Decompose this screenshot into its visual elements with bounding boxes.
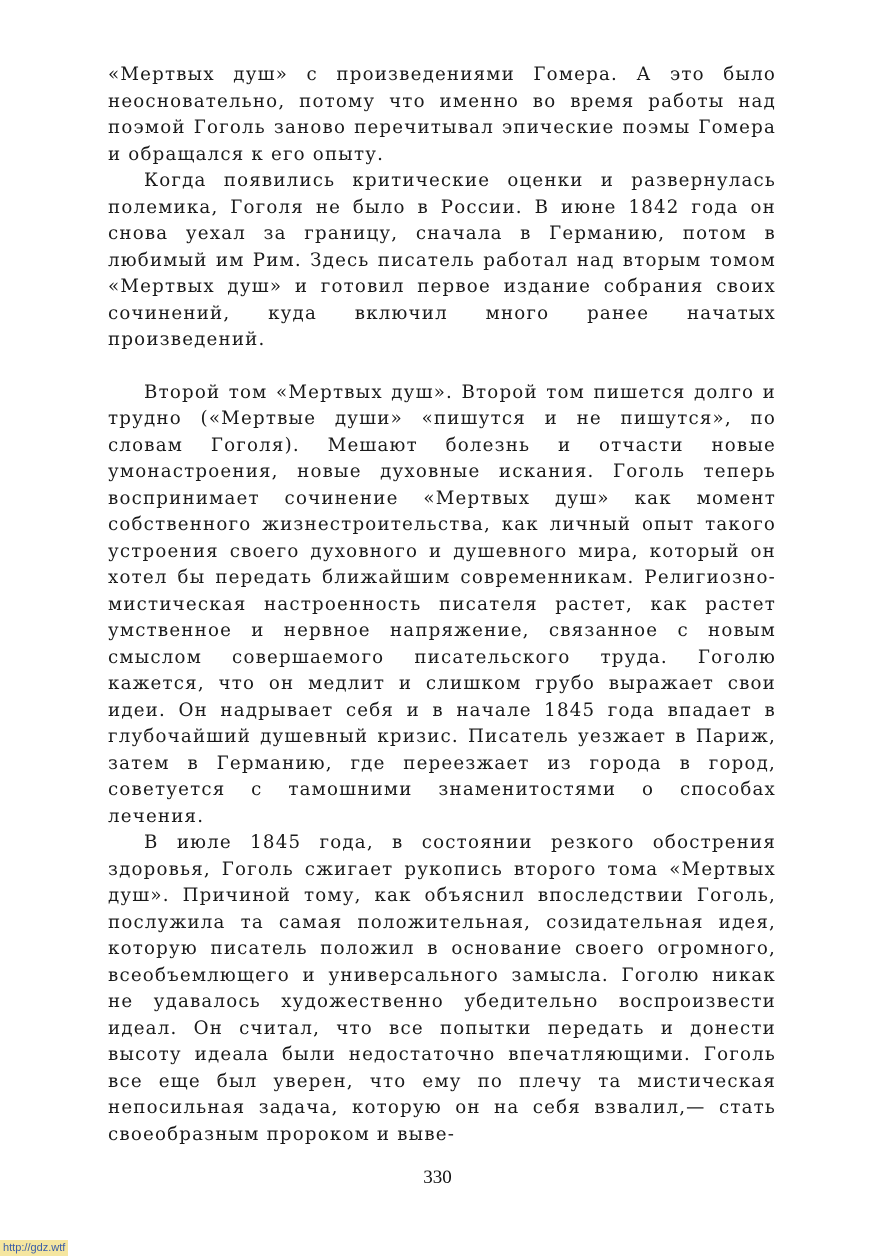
paragraph-second-volume: Второй том «Мертвых душ». Второй том пишется долго и трудно («Мертвые души» «пишутся и не пишутся», по словам Гоголя). Мешают болезнь и отчасти новые умонастроения, новые духовные искания. Гоголь теперь воспринимает сочинение «Мертвых душ» как момент собственного жизнестроительства, как личный опыт такого устроения своего духовного и душевного мира, который он хотел бы передать ближайшим современникам. Религиозно-мистическая настроенность писателя растет, как растет умственное и нервное напряжение, связанное с новым смыслом совершаемого писательского труда. Гоголю кажется, что он медлит и слишком грубо выражает свои идеи. Он надрывает себя и в начале 1845 года впадает в глубочайший душевный кризис. Писатель уезжает в Париж, затем в Германию, где переезжает из города в город, советуется с тамошними знаменитостями о способах лечения.	[108, 381, 776, 827]
page-text	[108, 62, 776, 1148]
paragraph-continuation: «Мертвых душ» с произведениями Гомера. А это было неосновательно, потому что именно во время работы над поэмой Гоголь заново перечитывал эпические поэмы Гомера и обращался к его опыту.	[108, 64, 776, 165]
page-number: 330	[423, 1167, 452, 1188]
paragraph-polemic: Когда появились критические оценки и развернулась полемика, Гоголя не было в России. В июне 1842 года он снова уехал за границу, сначала в Германию, потом в любимый им Рим. Здесь писатель работал над вторым томом «Мертвых душ» и готовил первое издание собрания своих сочинений, куда включил много ранее начатых произведений.	[108, 170, 776, 350]
watermark-link[interactable]: http://gdz.wtf	[0, 1240, 68, 1256]
paragraph-burning-manuscript: В июле 1845 года, в состоянии резкого обострения здоровья, Гоголь сжигает рукопись второго тома «Мертвых душ». Причиной тому, как объяснил впоследствии Гоголь, послужила та самая положительная, созидательная идея, которую писатель положил в основание своего огромного, всеобъемлющего и универсального замысла. Гоголю никак не удавалось художественно убедительно воспроизвести идеал. Он считал, что все попытки передать и донести высоту идеала были недостаточно впечатляющими. Гоголь все еще был уверен, что ему по плечу та мистическая непосильная задача, которую он на себя взвалил,— стать своеобразным пророком и выве-	[108, 832, 776, 1145]
section-gap	[108, 354, 776, 380]
